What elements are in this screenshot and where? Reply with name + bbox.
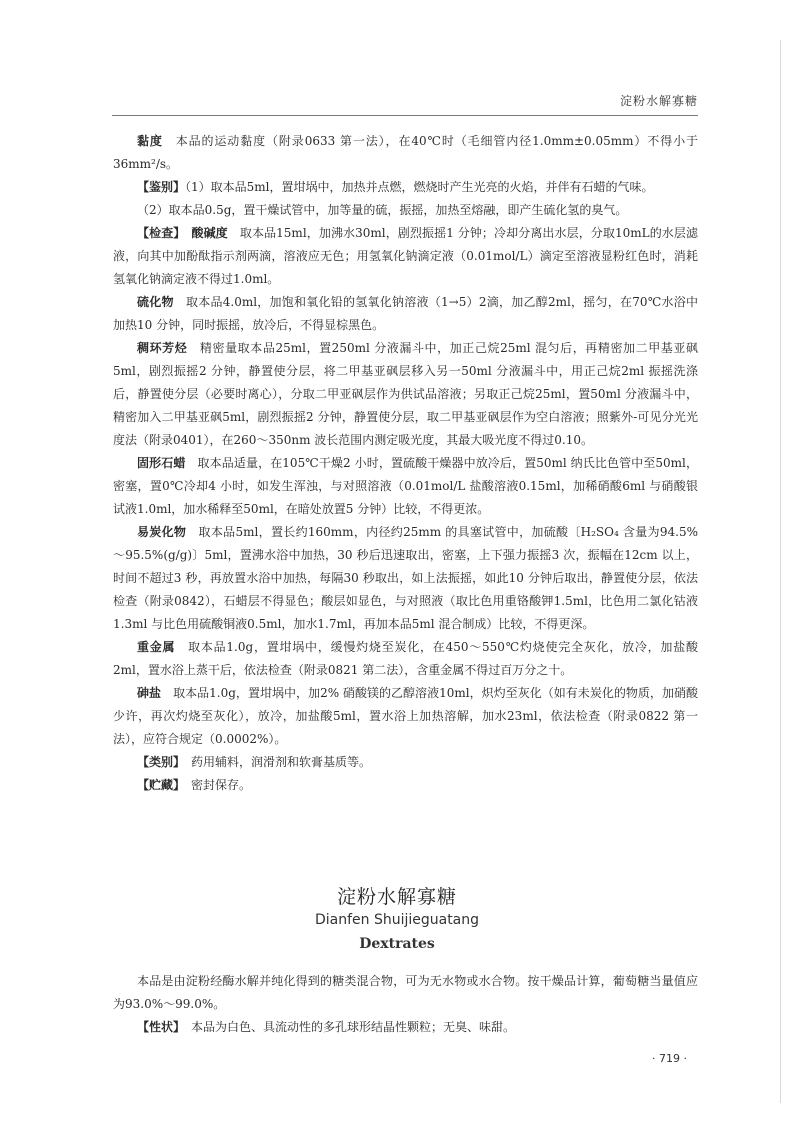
monograph-title-cn: 淀粉水解寡糖 [336, 886, 457, 908]
paragraph-text: 取本品5ml，置长约160mm，内径约25mm 的具塞试管中，加硫酸〔H₂SO₄ 含量为94.5%～95.5%(g/g)〕5ml，置沸水浴中加热，30 秒后迅速取出，密塞，上下强力振摇3 次，振幅在12cm 以上，时间不超过3 秒，再放置水浴中加热，每隔30 秒取出，如上法振摇，如此10 分钟后取出，静置使分层，依法检查（附录0842），石蜡层不得显色；酸层如显色，与对照液（取比色用重铬酸钾1.5ml，比色用二氯化钴液1.3ml 与比色用硫酸铜液0.5ml，加水1.7ml，再加本品5ml 混合制成）比较，不得更深。 [113, 525, 698, 631]
paragraph [113, 130, 698, 176]
paragraph-text: （2）取本品0.5g，置干燥试管中，加等量的硫，振摇，加热至熔融，即产生硫化氢的臭气。 [137, 203, 628, 217]
paragraph-label: 砷盐 [137, 686, 162, 700]
paragraph [113, 199, 698, 222]
paragraph-text: 密封保存。 [179, 778, 252, 792]
paragraph-text: 药用辅料，润滑剂和软膏基质等。 [179, 755, 372, 769]
paragraph [113, 970, 698, 1016]
header-rule [112, 115, 698, 116]
paragraph-text: 取本品1.0g，置坩埚中，缓慢灼烧至炭化，在450～550℃灼烧使完全灰化，放冷，加盐酸2ml，置水浴上蒸干后，依法检查（附录0821 第二法），含重金属不得过百万分之十。 [113, 640, 698, 677]
paragraph-text: 本品是由淀粉经酶水解并纯化得到的糖类混合物，可为无水物或水合物。按干燥品计算，葡萄糖当量值应为93.0%～99.0%。 [113, 974, 698, 1011]
paragraph [113, 291, 698, 337]
paragraph-label: 稠环芳烃 [137, 341, 188, 355]
monograph-title-en: Dextrates [359, 936, 435, 952]
paragraph-text: 精密量取本品25ml，置250ml 分液漏斗中，加正己烷25ml 混匀后，再精密加二甲基亚砜5ml，剧烈振摇2 分钟，静置使分层，将二甲基亚砜层移入另一50ml 分液漏斗中，用正己烷2ml 振摇洗涤后，静置使分层（必要时离心），分取二甲亚砜层作为供试品溶液；另取正己烷25ml，置50ml 分液漏斗中，精密加入二甲基亚砜5ml，剧烈振摇2 分钟，静置使分层，取二甲基亚砜层作为空白溶液；照紫外-可见分光光度法（附录0401），在260～350nm 波长范围内测定吸光度，其最大吸光度不得过0.10。 [113, 341, 698, 447]
paragraph [113, 452, 698, 521]
paragraph-text: 取本品15ml，加沸水30ml，剧烈振摇1 分钟；冷却分离出水层，分取10mL的水层滤液，向其中加酚酞指示剂两滴，溶液应无色；用氢氧化钠滴定液（0.01mol/L）滴定至溶液显粉红色时，消耗氢氧化钠滴定液不得过1.0ml。 [113, 226, 698, 286]
paragraph [113, 774, 698, 797]
paragraph-label: 固形石蜡 [137, 456, 186, 470]
paragraph-text: 本品的运动黏度（附录0633 第一法），在40℃时（毛细管内径1.0mm±0.05mm）不得小于36mm²/s。 [113, 134, 698, 171]
paragraph-label: 【鉴别】 [137, 180, 186, 194]
monograph-title-pinyin: Dianfen Shuijieguatang [314, 912, 480, 928]
paragraph-text: 取本品1.0g，置坩埚中，加2% 硝酸镁的乙醇溶液10ml，炽灼至灰化（如有未炭化的物质，加硝酸少许，再次灼烧至灰化），放冷，加盐酸5ml，置水浴上加热溶解，加水23ml，依法检查（附录0822 第一法），应符合规定（0.0002%）。 [113, 686, 698, 746]
paragraph-label: 硫化物 [137, 295, 174, 309]
paragraph [113, 222, 698, 291]
section-content-1 [113, 130, 698, 797]
paragraph [113, 337, 698, 452]
section-content-2 [113, 970, 698, 1039]
paragraph-text: 取本品4.0ml，加饱和氧化铅的氢氧化钠溶液（1→5）2滴，加乙醇2ml，摇匀，在70℃水浴中加热10 分钟，同时振摇，放冷后，不得显棕黑色。 [113, 295, 698, 332]
paragraph-label: 【类别】 [137, 755, 180, 769]
paragraph-label: 【检查】 酸碱度 [137, 226, 228, 240]
paragraph [113, 521, 698, 636]
paragraph [113, 636, 698, 682]
paragraph-text: 取本品适量，在105℃干燥2 小时，置硫酸干燥器中放冷后，置50ml 纳氏比色管中至50ml，密塞，置0℃冷却4 小时，如发生浑浊，与对照溶液（0.01mol/L 盐酸溶液0.15ml，加稀硝酸6ml 与硝酸银试液1.0ml，加水稀释至50ml，在暗处放置5 分钟）比较，不得更浓。 [113, 456, 698, 516]
running-header-title: 淀粉水解寡糖 [619, 94, 698, 108]
paragraph [113, 682, 698, 751]
page-number: · 719 · [652, 1052, 687, 1065]
paragraph-text: 本品为白色、具流动性的多孔球形结晶性颗粒；无臭、味甜。 [179, 1020, 516, 1034]
paragraph-label: 【贮藏】 [137, 778, 180, 792]
paragraph-label: 易炭化物 [137, 525, 187, 539]
paragraph [113, 751, 698, 774]
paragraph [113, 176, 698, 199]
paragraph-label: 重金属 [137, 640, 176, 654]
paragraph-label: 黏度 [137, 134, 163, 148]
paragraph-label: 【性状】 [137, 1020, 180, 1034]
paragraph-text: （1）取本品5ml，置坩埚中，加热并点燃，燃烧时产生光亮的火焰，并伴有石蜡的气味。 [185, 180, 654, 194]
paragraph [113, 1016, 698, 1039]
